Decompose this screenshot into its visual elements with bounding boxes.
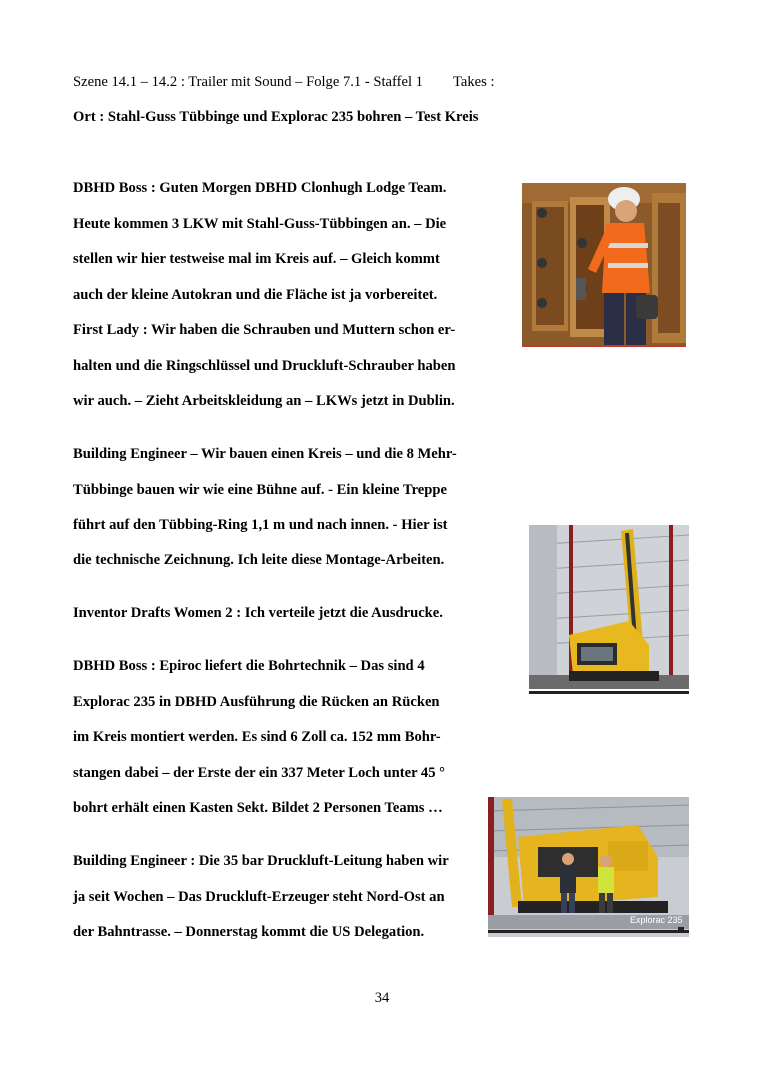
location-line: Ort : Stahl-Guss Tübbinge und Explorac 235 bohren – Test Kreis	[73, 109, 479, 125]
body-line: Building Engineer : Die 35 bar Druckluft-Leitung haben wir	[73, 853, 449, 869]
body-line: Explorac 235 in DBHD Ausführung die Rücken an Rücken	[73, 694, 440, 710]
explorac-workers-photo	[488, 797, 689, 937]
page-number: 34	[374, 990, 390, 1006]
body-line: im Kreis montiert werden. Es sind 6 Zoll ca. 152 mm Bohr-	[73, 729, 441, 745]
body-line: wir auch. – Zieht Arbeitskleidung an – LKWs jetzt in Dublin.	[73, 393, 455, 409]
takes-label: Takes :	[452, 74, 495, 90]
body-line: auch der kleine Autokran und die Fläche ist ja vorbereitet.	[73, 287, 438, 303]
body-line: halten und die Ringschlüssel und Druckluft-Schrauber haben	[73, 358, 456, 374]
body-line: DBHD Boss : Guten Morgen DBHD Clonhugh Lodge Team.	[73, 180, 447, 196]
scene-title: Szene 14.1 – 14.2 : Trailer mit Sound – Folge 7.1 - Staffel 1	[73, 74, 423, 90]
body-line: die technische Zeichnung. Ich leite diese Montage-Arbeiten.	[73, 552, 445, 568]
explorac-caption: Explorac 235	[630, 915, 683, 925]
tunnel-worker-photo	[522, 183, 686, 347]
drill-rig-hall-photo	[529, 525, 689, 697]
body-line: Building Engineer – Wir bauen einen Kreis – und die 8 Mehr-	[73, 446, 457, 462]
body-line: führt auf den Tübbing-Ring 1,1 m und nach innen. - Hier ist	[73, 517, 448, 533]
body-line: bohrt erhält einen Kasten Sekt. Bildet 2 Personen Teams …	[73, 800, 443, 816]
body-line: First Lady : Wir haben die Schrauben und Muttern schon er-	[73, 322, 456, 338]
body-line: Heute kommen 3 LKW mit Stahl-Guss-Tübbingen an. – Die	[73, 216, 447, 232]
body-line: DBHD Boss : Epiroc liefert die Bohrtechnik – Das sind 4	[73, 658, 425, 674]
body-line: der Bahntrasse. – Donnerstag kommt die US Delegation.	[73, 924, 425, 940]
body-line: Inventor Drafts Women 2 : Ich verteile jetzt die Ausdrucke.	[73, 605, 443, 621]
scene-header	[73, 73, 495, 91]
body-line: ja seit Wochen – Das Druckluft-Erzeuger steht Nord-Ost an	[73, 889, 445, 905]
body-line: Tübbinge bauen wir wie eine Bühne auf. - Ein kleine Treppe	[73, 482, 447, 498]
body-line: stangen dabei – der Erste der ein 337 Meter Loch unter 45 °	[73, 765, 446, 781]
body-line: stellen wir hier testweise mal im Kreis auf. – Gleich kommt	[73, 251, 440, 267]
